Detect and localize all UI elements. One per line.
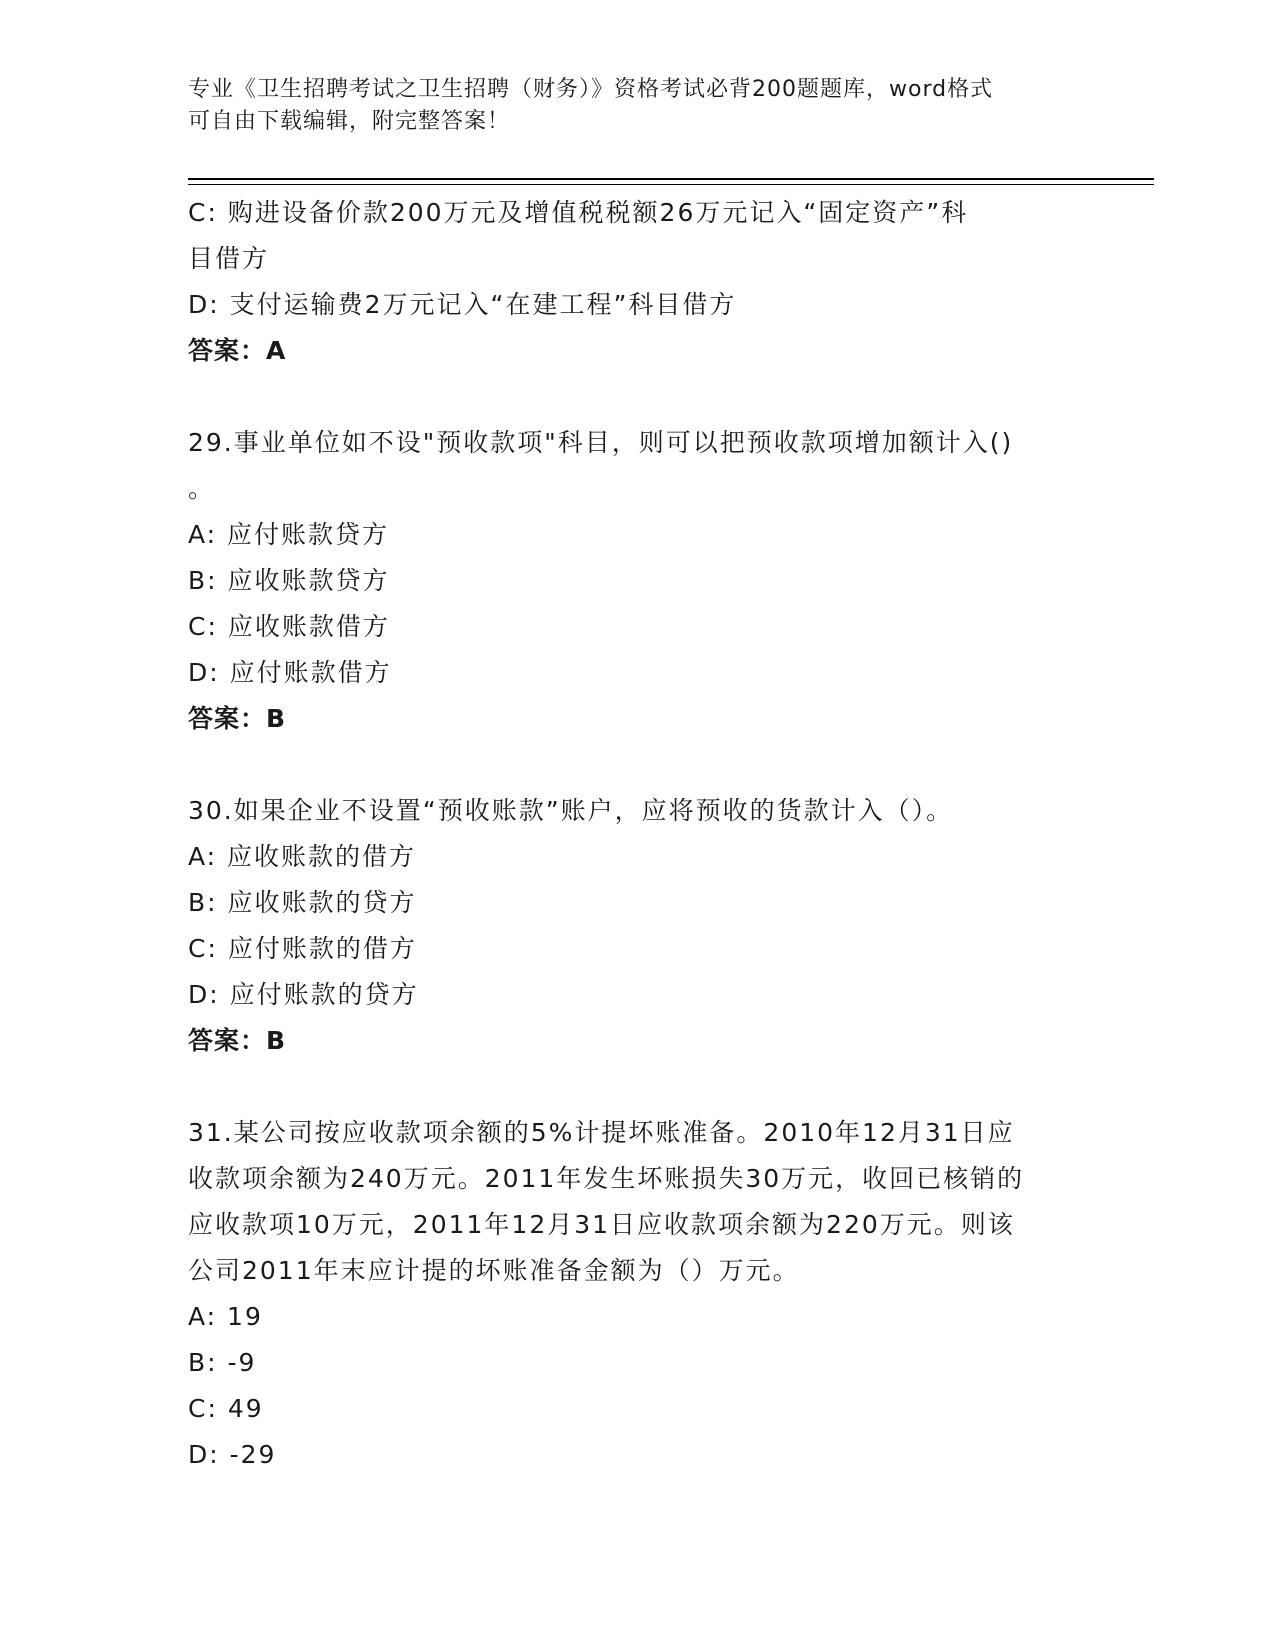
option-b: B: -9 — [188, 1348, 257, 1377]
document-header — [188, 74, 1068, 138]
answer: 答案：B — [188, 1026, 287, 1055]
question-31-block — [188, 1110, 1088, 1478]
question-28-block — [188, 190, 1088, 374]
option-d: D: 应付账款的贷方 — [188, 980, 419, 1009]
option-d: D: 支付运输费2万元记入“在建工程”科目借方 — [188, 290, 737, 319]
spacer — [188, 374, 1088, 420]
question-29-block — [188, 420, 1088, 742]
option-b: B: 应收账款贷方 — [188, 566, 390, 595]
option-b: B: 应收账款的贷方 — [188, 888, 417, 917]
option-c-line-2: 目借方 — [188, 244, 270, 273]
question-stem: 30.如果企业不设置“预收账款”账户，应将预收的货款计入（）。 — [188, 796, 954, 825]
answer: 答案：A — [188, 336, 287, 365]
answer: 答案：B — [188, 704, 287, 733]
question-stem-line-2: 收款项余额为240万元。2011年发生坏账损失30万元，收回已核销的 — [188, 1164, 1025, 1193]
option-c: C: 49 — [188, 1394, 264, 1423]
header-title-line-2: 可自由下载编辑，附完整答案！ — [188, 109, 511, 134]
header-divider-thin — [188, 184, 1154, 185]
option-a: A: 19 — [188, 1302, 263, 1331]
option-a: A: 应付账款贷方 — [188, 520, 390, 549]
question-stem-line-1: 31.某公司按应收款项余额的5%计提坏账准备。2010年12月31日应 — [188, 1118, 1015, 1147]
question-stem-line-2: 。 — [188, 474, 216, 503]
option-a: A: 应收账款的借方 — [188, 842, 417, 871]
option-d: D: 应付账款借方 — [188, 658, 392, 687]
question-content — [188, 190, 1088, 1478]
header-title-line-1: 专业《卫生招聘考试之卫生招聘（财务）》资格考试必背200题题库，word格式 — [188, 77, 994, 102]
spacer — [188, 742, 1088, 788]
question-stem-line-4: 公司2011年末应计提的坏账准备金额为（）万元。 — [188, 1256, 800, 1285]
option-d: D: -29 — [188, 1440, 277, 1469]
header-divider-thick — [188, 178, 1154, 180]
spacer — [188, 1064, 1088, 1110]
question-stem-line-3: 应收款项10万元，2011年12月31日应收款项余额为220万元。则该 — [188, 1210, 1015, 1239]
question-stem-line-1: 29.事业单位如不设"预收款项"科目，则可以把预收款项增加额计入() — [188, 428, 1014, 457]
option-c: C: 应收账款借方 — [188, 612, 390, 641]
question-30-block — [188, 788, 1088, 1064]
option-c: C: 应付账款的借方 — [188, 934, 417, 963]
option-c-line-1: C: 购进设备价款200万元及增值税税额26万元记入“固定资产”科 — [188, 198, 969, 227]
